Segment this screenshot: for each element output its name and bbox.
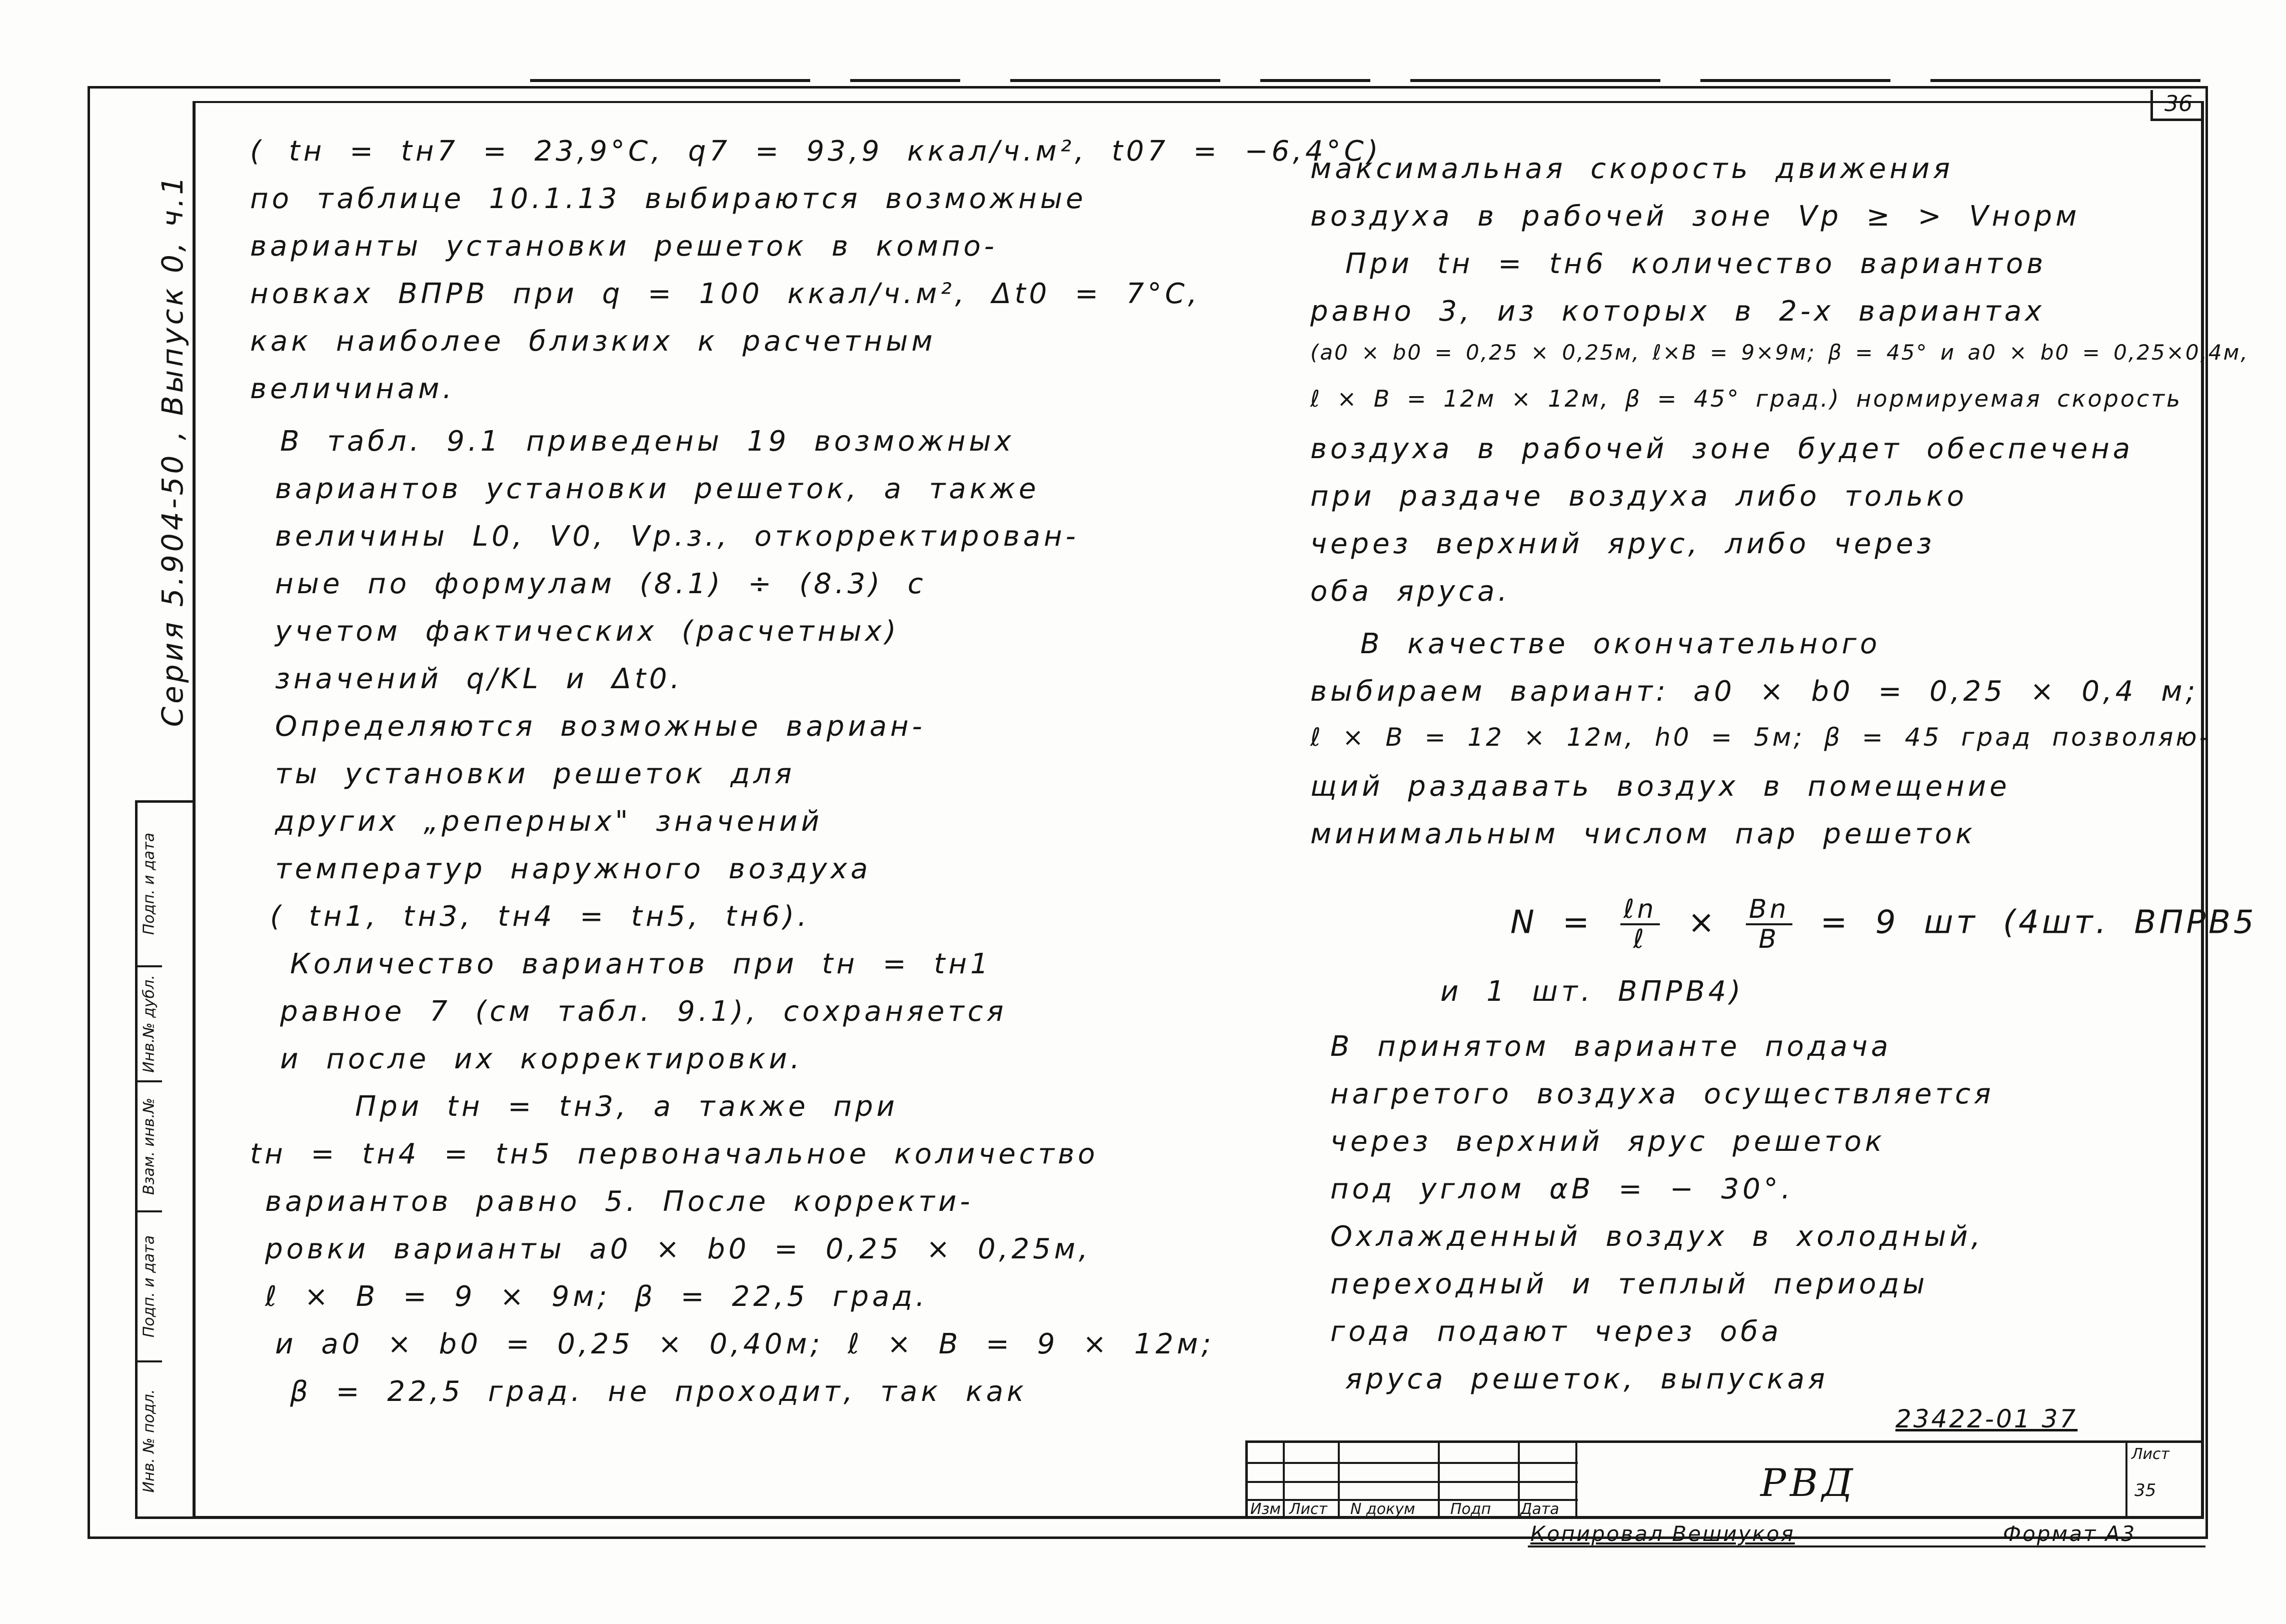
- strip-cell: [136, 800, 162, 965]
- formula-times: ×: [1687, 904, 1718, 941]
- text-line: При tн = tн3, а также при: [355, 1090, 898, 1123]
- title-block-header: Изм: [1250, 1500, 1281, 1518]
- top-border-segment: [1410, 79, 1660, 82]
- text-line: при раздаче воздуха либо только: [1310, 480, 1968, 513]
- series-label: Серия 5.904-50 , Выпуск 0, ч.1: [156, 173, 190, 727]
- text-line: как наиболее близких к расчетным: [250, 325, 936, 358]
- text-line: других „реперных" значений: [275, 805, 823, 838]
- text-line: через верхний ярус решеток: [1330, 1125, 1885, 1158]
- text-line: ные по формулам (8.1) ÷ (8.3) с: [275, 568, 927, 600]
- text-line: При tн = tн6 количество вариантов: [1345, 248, 2047, 280]
- copied-by: Копировал Вешиукоя: [1530, 1521, 1795, 1546]
- strip-label: Подп. и дата: [140, 832, 158, 935]
- title-block-header: Лист: [1289, 1500, 1328, 1518]
- text-line: под углом αB = − 30°.: [1330, 1173, 1794, 1205]
- text-line: вариантов установки решеток, а также: [275, 473, 1040, 505]
- text-line: равно 3, из которых в 2-х вариантах: [1310, 295, 2045, 328]
- title-block-header: N докум: [1350, 1500, 1415, 1518]
- text-line: ℓ × B = 12м × 12м, β = 45° град.) нормируемая скорость: [1310, 385, 2182, 412]
- text-line: температур наружного воздуха: [275, 853, 872, 885]
- text-line: ℓ × B = 12 × 12м, h0 = 5м; β = 45 град позволяю-: [1310, 723, 2211, 752]
- fraction-numerator: Bn: [1746, 895, 1792, 925]
- text-line: В принятом варианте подача: [1330, 1030, 1892, 1063]
- text-line: β = 22,5 град. не проходит, так как: [290, 1375, 1027, 1408]
- strip-label: Подп. и дата: [140, 1235, 158, 1338]
- sheet-value: 35: [2134, 1480, 2156, 1500]
- text-line: Количество вариантов при tн = tн1: [290, 948, 992, 980]
- text-line: ровки варианты a0 × b0 = 0,25 × 0,25м,: [265, 1233, 1091, 1265]
- text-line: ( tн = tн7 = 23,9°С, q7 = 93,9 ккал/ч.м², t07 = −6,4°С): [250, 135, 1382, 168]
- top-border-segment: [1260, 79, 1370, 82]
- text-line: ( tн1, tн3, tн4 = tн5, tн6).: [270, 900, 810, 933]
- text-line: ты установки решеток для: [275, 758, 795, 790]
- text-line: максимальная скорость движения: [1310, 153, 1953, 185]
- text-line: учетом фактических (расчетных): [275, 615, 900, 648]
- text-line: Охлажденный воздух в холодный,: [1330, 1220, 1984, 1253]
- text-line: величинам.: [250, 373, 456, 405]
- top-border-segment: [1930, 79, 2200, 82]
- top-border-segment: [1010, 79, 1220, 82]
- text-line: воздуха в рабочей зоне Vр ≥ > Vнорм: [1310, 200, 2080, 233]
- text-line: выбираем вариант: a0 × b0 = 0,25 × 0,4 м;: [1310, 675, 2199, 708]
- top-border-segment: [850, 79, 960, 82]
- formula-result: = 9 шт (4шт. ВПРВ5: [1820, 904, 2257, 941]
- text-line: воздуха в рабочей зоне будет обеспечена: [1310, 433, 2134, 465]
- text-line: через верхний ярус, либо через: [1310, 528, 1935, 560]
- fraction-denominator: ℓ: [1633, 924, 1647, 954]
- strip-cell: [136, 1360, 162, 1519]
- strip-cell: [136, 1080, 162, 1210]
- strip-label: Инв. № подл.: [140, 1389, 158, 1492]
- strip-label: Инв.№ дубл.: [140, 975, 158, 1073]
- text-line: и после их корректировки.: [280, 1043, 803, 1075]
- fraction: [1620, 895, 1659, 953]
- strip-cell: [136, 1210, 162, 1360]
- formula-line-2: и 1 шт. ВПРВ4): [1440, 975, 1744, 1008]
- fraction-numerator: ℓn: [1620, 895, 1659, 925]
- text-line: и a0 × b0 = 0,25 × 0,40м; ℓ × B = 9 × 12м;: [275, 1328, 1215, 1360]
- text-line: ℓ × B = 9 × 9м; β = 22,5 град.: [265, 1280, 928, 1313]
- text-line: яруса решеток, выпуская: [1345, 1363, 1828, 1395]
- text-line: В табл. 9.1 приведены 19 возможных: [280, 425, 1015, 458]
- formula-prefix: N =: [1510, 904, 1592, 941]
- title-block-header: Подп: [1450, 1500, 1491, 1518]
- text-line: переходный и теплый периоды: [1330, 1268, 1928, 1300]
- top-border-segment: [1700, 79, 1890, 82]
- text-line: (a0 × b0 = 0,25 × 0,25м, ℓ×B = 9×9м; β = 45° и a0 × b0 = 0,25×0,4м,: [1310, 340, 2249, 365]
- text-line: щий раздавать воздух в помещение: [1310, 770, 2010, 803]
- text-line: новках ВПРВ при q = 100 ккал/ч.м², Δt0 = 7°С,: [250, 278, 1201, 310]
- top-border-segment: [530, 79, 810, 82]
- text-line: Определяются возможные вариан-: [275, 710, 926, 743]
- title-block-row-line: [1248, 1462, 1578, 1464]
- title-block-header: Дата: [1520, 1500, 1559, 1518]
- text-line: значений q/KL и Δt0.: [275, 663, 683, 695]
- sheet-box-divider: [2125, 1440, 2127, 1519]
- drawing-code: РВД: [1760, 1460, 1857, 1505]
- strip-cell: [136, 965, 162, 1080]
- formula-line: [1510, 895, 2257, 953]
- paper-format: Формат А3: [2003, 1521, 2136, 1546]
- text-line: В качестве окончательного: [1360, 628, 1881, 660]
- fraction: [1746, 895, 1792, 953]
- document-number: 23422-01 37: [1895, 1404, 2078, 1433]
- text-line: вариантов равно 5. После корректи-: [265, 1185, 974, 1218]
- strip-label: Взам. инв.№: [140, 1097, 158, 1195]
- text-line: года подают через оба: [1330, 1315, 1782, 1348]
- text-line: равное 7 (см табл. 9.1), сохраняется: [280, 995, 1007, 1028]
- text-line: величины L0, V0, Vр.з., откорректирован-: [275, 520, 1079, 553]
- fraction-denominator: B: [1758, 924, 1780, 954]
- text-line: tн = tн4 = tн5 первоначальное количество: [250, 1138, 1099, 1170]
- text-line: минимальным числом пар решеток: [1310, 818, 1976, 850]
- text-line: варианты установки решеток в компо-: [250, 230, 998, 263]
- title-block-row-line: [1248, 1481, 1578, 1483]
- sheet-number: 36: [2150, 90, 2204, 121]
- text-line: оба яруса.: [1310, 575, 1511, 608]
- sheet-label: Лист: [2131, 1445, 2170, 1463]
- text-line: нагретого воздуха осуществляется: [1330, 1078, 1994, 1110]
- text-line: по таблице 10.1.13 выбираются возможные: [250, 183, 1087, 215]
